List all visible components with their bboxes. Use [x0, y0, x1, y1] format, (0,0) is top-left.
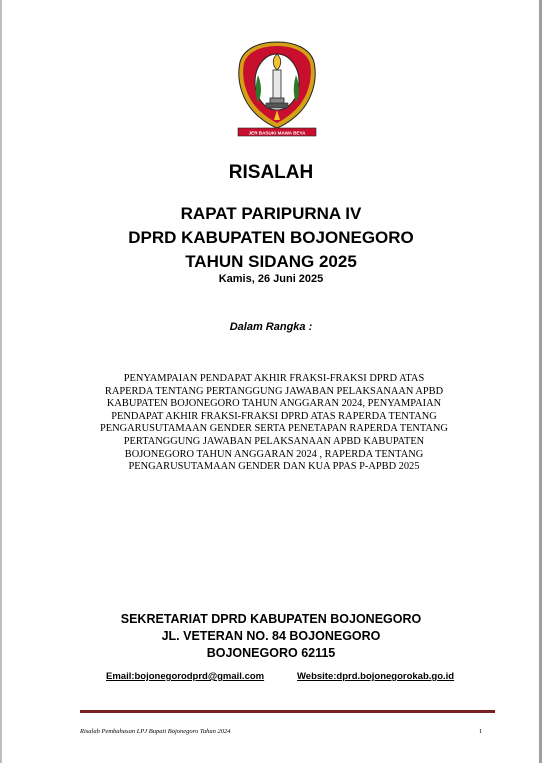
agenda-line: RAPERDA TENTANG PERTANGGUNG JAWABAN PELAKSANAAN APBD — [104, 385, 444, 397]
emblem-motto: JER BASUKI MAWA BEYA — [248, 130, 306, 136]
bojonegoro-coat-of-arms-icon — [236, 40, 318, 138]
agenda-line: PENGARUSUTAMAAN GENDER SERTA PENETAPAN RAPERDA TENTANG — [100, 423, 448, 435]
page-number: 1 — [479, 728, 483, 735]
agenda-line: PENDAPAT AKHIR FRAKSI-FRAKSI DPRD ATAS RAPERDA TENTANG — [111, 410, 437, 422]
website-link[interactable]: Website:dprd.bojonegorokab.go.id — [297, 671, 455, 682]
session-year: TAHUN SIDANG 2025 — [185, 252, 357, 271]
institution-name: DPRD KABUPATEN BOJONEGORO — [128, 228, 414, 247]
footer-caption: Risalah Pembahasan LPJ Bupati Bojonegoro Tahun 2024 — [80, 728, 231, 735]
agenda-line: PENGARUSUTAMAAN GENDER DAN KUA PPAS P-APBD 2025 — [128, 461, 420, 473]
secretariat-city: BOJONEGORO 62115 — [206, 646, 336, 660]
meeting-date: Kamis, 26 Juni 2025 — [218, 273, 324, 285]
context-label: Dalam Rangka : — [229, 321, 313, 333]
email-link[interactable]: Email:bojonegorodprd@gmail.com — [106, 671, 265, 682]
agenda-line: PERTANGGUNG JAWABAN PELAKSANAAN APBD KABUPATEN — [123, 435, 425, 447]
agenda-line: PENYAMPAIAN PENDAPAT AKHIR FRAKSI-FRAKSI DPRD ATAS — [123, 373, 425, 384]
secretariat-name: SEKRETARIAT DPRD KABUPATEN BOJONEGORO — [120, 612, 422, 626]
agenda-line: KABUPATEN BOJONEGORO TAHUN ANGGARAN 2024, PENYAMPAIAN — [106, 398, 442, 410]
agenda-text — [78, 373, 470, 474]
footer-divider — [80, 710, 495, 713]
agenda-line: BOJONEGORO TAHUN ANGGARAN 2024 , RAPERDA TENTANG — [124, 448, 424, 460]
meeting-name: RAPAT PARIPURNA IV — [180, 204, 362, 223]
secretariat-address: JL. VETERAN NO. 84 BOJONEGORO — [161, 629, 381, 643]
document-title: RISALAH — [228, 162, 314, 183]
